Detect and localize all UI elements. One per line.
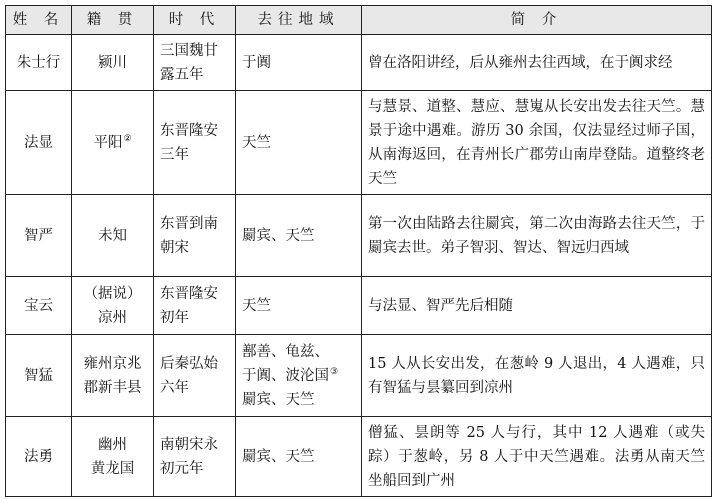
origin-line: 雍州京兆	[83, 355, 142, 372]
table-header	[6, 6, 712, 35]
cell-name: 智猛	[6, 335, 72, 417]
origin-line: 颍川	[98, 54, 127, 71]
era-line: 初年	[160, 309, 189, 326]
cell-origin	[72, 195, 154, 277]
cell-origin	[72, 277, 154, 335]
table-row	[6, 35, 712, 91]
destination-line: 罽宾、天竺	[242, 227, 315, 244]
cell-destination	[236, 195, 362, 277]
header-intro: 简 介	[362, 6, 712, 35]
cell-intro: 与法显、智严先后相随	[362, 277, 712, 335]
cell-era	[154, 335, 236, 417]
cell-intro: 曾在洛阳讲经，后从雍州去往西域，在于阗求经	[362, 35, 712, 91]
origin-line: 幽州	[98, 436, 127, 453]
cell-intro: 与慧景、道整、慧应、慧嵬从长安出发去往天竺。慧景于途中遇难。游历 30 余国，仅法显经过师子国，从南海返回，在青州长广郡劳山南岸登陆。道整终老天竺	[362, 91, 712, 195]
header-origin: 籍 贯	[72, 6, 154, 35]
era-line: 初元年	[160, 460, 204, 477]
header-destination: 去往地域	[236, 6, 362, 35]
table-row	[6, 335, 712, 417]
cell-destination	[236, 277, 362, 335]
cell-name: 朱士行	[6, 35, 72, 91]
cell-era	[154, 277, 236, 335]
cell-intro: 15 人从长安出发，在葱岭 9 人退出，4 人遇难，只有智猛与昙纂回到凉州	[362, 335, 712, 417]
era-line: 三年	[160, 146, 189, 163]
cell-name: 法勇	[6, 417, 72, 497]
cell-intro: 第一次由陆路去往罽宾，第二次由海路去往天竺，于罽宾去世。弟子智羽、智达、智远归西域	[362, 195, 712, 277]
cell-destination	[236, 417, 362, 497]
footnote-ref: ②	[123, 133, 132, 144]
origin-line: 黄龙国	[90, 460, 135, 477]
origin-line: 郡新丰县	[83, 379, 142, 396]
destination-line: 鄯善、龟兹、	[242, 343, 329, 360]
era-line: 南朝宋永	[160, 436, 218, 453]
era-line: 后秦弘始	[160, 355, 218, 372]
cell-era	[154, 417, 236, 497]
destination-line: 罽宾、天竺	[242, 448, 315, 465]
era-line: 朝宋	[160, 239, 189, 256]
cell-origin	[72, 417, 154, 497]
destination-line: 于阗、波沦国	[242, 367, 329, 384]
header-row	[6, 6, 712, 35]
monks-table	[5, 5, 712, 497]
cell-destination	[236, 335, 362, 417]
destination-line-with-ref	[242, 364, 355, 388]
era-line: 三国魏甘	[160, 42, 218, 59]
destination-line: 罽宾、天竺	[242, 391, 315, 408]
cell-intro: 僧猛、昙朗等 25 人与行，其中 12 人遇难（或失踪）于葱岭，另 8 人于中天竺遇难。法勇从南天竺坐船回到广州	[362, 417, 712, 497]
era-line: 露五年	[160, 66, 204, 83]
table-row	[6, 417, 712, 497]
origin-line: 凉州	[98, 309, 127, 326]
origin-line: （据说）	[83, 285, 142, 302]
era-line: 东晋隆安	[160, 122, 218, 139]
era-line: 六年	[160, 379, 189, 396]
footnote-ref: ③	[330, 366, 339, 377]
header-era: 时 代	[154, 6, 236, 35]
cell-name: 宝云	[6, 277, 72, 335]
table-body	[6, 35, 712, 497]
cell-destination	[236, 91, 362, 195]
destination-line: 天竺	[242, 134, 271, 151]
cell-name: 法显	[6, 91, 72, 195]
origin-line: 平阳	[93, 134, 123, 151]
table-row	[6, 195, 712, 277]
destination-line: 天竺	[242, 297, 271, 314]
cell-era	[154, 35, 236, 91]
cell-origin	[72, 91, 154, 195]
era-line: 东晋到南	[160, 215, 218, 232]
cell-origin	[72, 335, 154, 417]
cell-name: 智严	[6, 195, 72, 277]
destination-line: 于阗	[242, 54, 271, 71]
cell-era	[154, 195, 236, 277]
header-name: 姓 名	[6, 6, 72, 35]
cell-destination	[236, 35, 362, 91]
table-row	[6, 91, 712, 195]
table-row	[6, 277, 712, 335]
cell-era	[154, 91, 236, 195]
era-line: 东晋隆安	[160, 285, 218, 302]
document-page	[5, 5, 712, 497]
origin-line: 未知	[98, 227, 127, 244]
cell-origin	[72, 35, 154, 91]
